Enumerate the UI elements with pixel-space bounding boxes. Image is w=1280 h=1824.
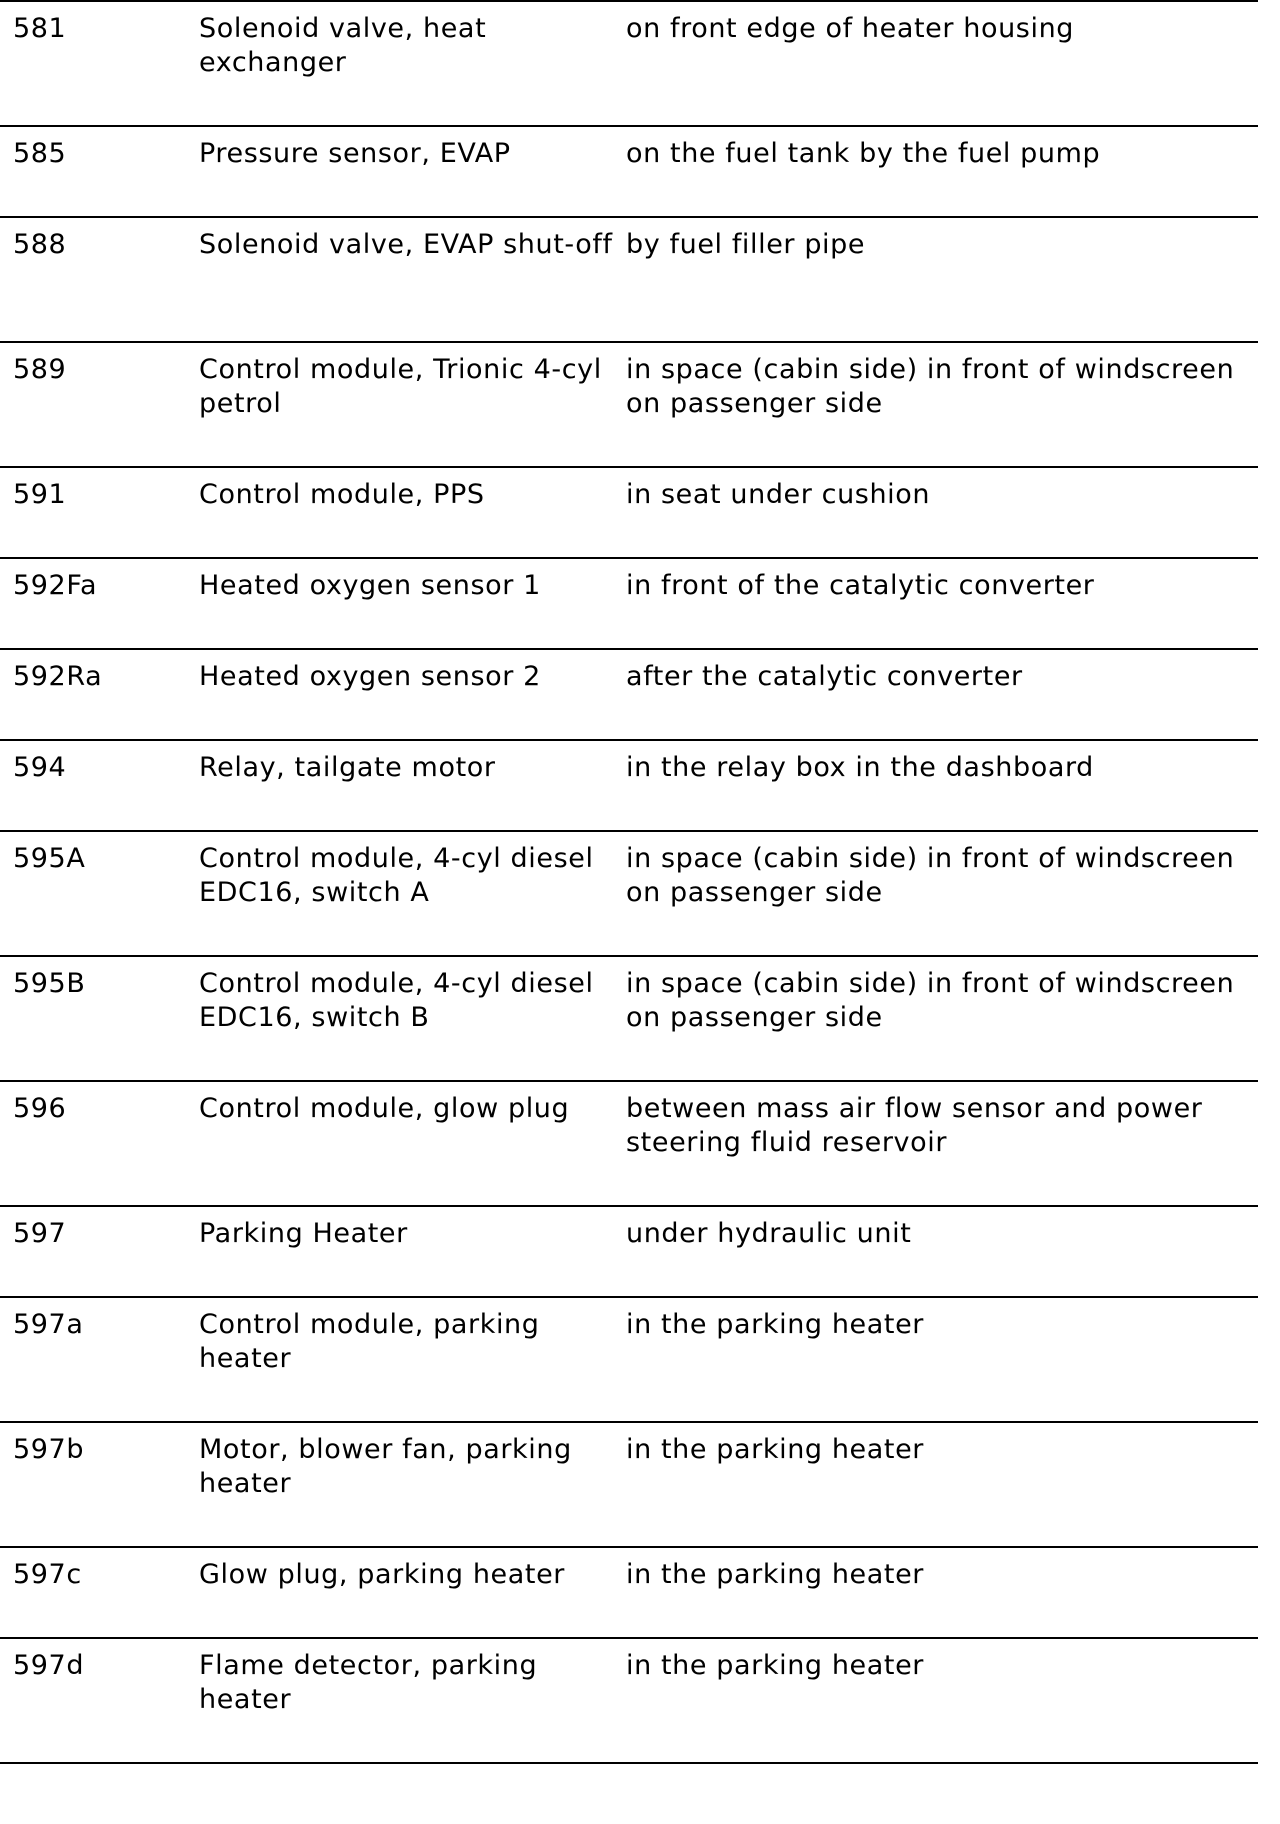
- component-description: Motor, blower fan, parking heater: [199, 1434, 572, 1499]
- component-description: Control module, 4-cyl diesel EDC16, switch A: [199, 843, 594, 908]
- table-row: [0, 218, 1258, 343]
- component-location: in the parking heater: [626, 1559, 925, 1590]
- component-number: 597c: [13, 1559, 82, 1590]
- table-row: [0, 1298, 1258, 1423]
- component-number: 591: [13, 479, 67, 510]
- table-row: [0, 957, 1258, 1082]
- component-location: in the parking heater: [626, 1434, 925, 1465]
- component-number: 588: [13, 229, 67, 260]
- table-row: [0, 1423, 1258, 1548]
- component-description: Heated oxygen sensor 2: [199, 661, 541, 692]
- component-description: Solenoid valve, EVAP shut-off: [199, 229, 613, 260]
- component-number: 594: [13, 752, 67, 783]
- table-row: [0, 559, 1258, 650]
- table-row: [0, 1639, 1258, 1764]
- table-row: [0, 127, 1258, 218]
- component-description: Heated oxygen sensor 1: [199, 570, 541, 601]
- component-location: on the fuel tank by the fuel pump: [626, 138, 1101, 169]
- component-number: 597d: [13, 1650, 85, 1681]
- table-row: [0, 343, 1258, 468]
- component-location: in the parking heater: [626, 1650, 925, 1681]
- component-number: 597b: [13, 1434, 85, 1465]
- component-location: in front of the catalytic converter: [626, 570, 1095, 601]
- component-description: Relay, tailgate motor: [199, 752, 496, 783]
- table-row: [0, 741, 1258, 832]
- component-description: Glow plug, parking heater: [199, 1559, 565, 1590]
- component-description: Parking Heater: [199, 1218, 408, 1249]
- component-location: in space (cabin side) in front of windscreen on passenger side: [626, 968, 1235, 1033]
- component-number: 592Ra: [13, 661, 103, 692]
- component-description: Control module, Trionic 4-cyl petrol: [199, 354, 602, 419]
- component-location: between mass air flow sensor and power steering fluid reservoir: [626, 1093, 1203, 1158]
- component-number: 595A: [13, 843, 86, 874]
- component-number: 592Fa: [13, 570, 98, 601]
- component-location: in space (cabin side) in front of windscreen on passenger side: [626, 843, 1235, 908]
- component-description: Flame detector, parking heater: [199, 1650, 538, 1715]
- component-location: in the parking heater: [626, 1309, 925, 1340]
- table-row: [0, 1548, 1258, 1639]
- component-description: Pressure sensor, EVAP: [199, 138, 511, 169]
- table-row: [0, 1082, 1258, 1207]
- component-description: Control module, parking heater: [199, 1309, 540, 1374]
- component-location: after the catalytic converter: [626, 661, 1023, 692]
- component-number: 596: [13, 1093, 67, 1124]
- component-description: Control module, PPS: [199, 479, 485, 510]
- table-row: [0, 1207, 1258, 1298]
- component-description: Solenoid valve, heat exchanger: [199, 13, 487, 78]
- component-number: 597: [13, 1218, 67, 1249]
- component-number: 597a: [13, 1309, 84, 1340]
- table-row: [0, 832, 1258, 957]
- component-location: in seat under cushion: [626, 479, 931, 510]
- component-location: by fuel filler pipe: [626, 229, 866, 260]
- component-location: in the relay box in the dashboard: [626, 752, 1094, 783]
- component-number: 595B: [13, 968, 86, 999]
- component-number: 581: [13, 13, 67, 44]
- component-description: Control module, 4-cyl diesel EDC16, switch B: [199, 968, 594, 1033]
- table-row: [0, 468, 1258, 559]
- table-row: [0, 2, 1258, 127]
- component-number: 589: [13, 354, 67, 385]
- table-row: [0, 650, 1258, 741]
- component-description: Control module, glow plug: [199, 1093, 570, 1124]
- component-location: on front edge of heater housing: [626, 13, 1075, 44]
- component-location: in space (cabin side) in front of windscreen on passenger side: [626, 354, 1235, 419]
- component-location: under hydraulic unit: [626, 1218, 912, 1249]
- component-number: 585: [13, 138, 67, 169]
